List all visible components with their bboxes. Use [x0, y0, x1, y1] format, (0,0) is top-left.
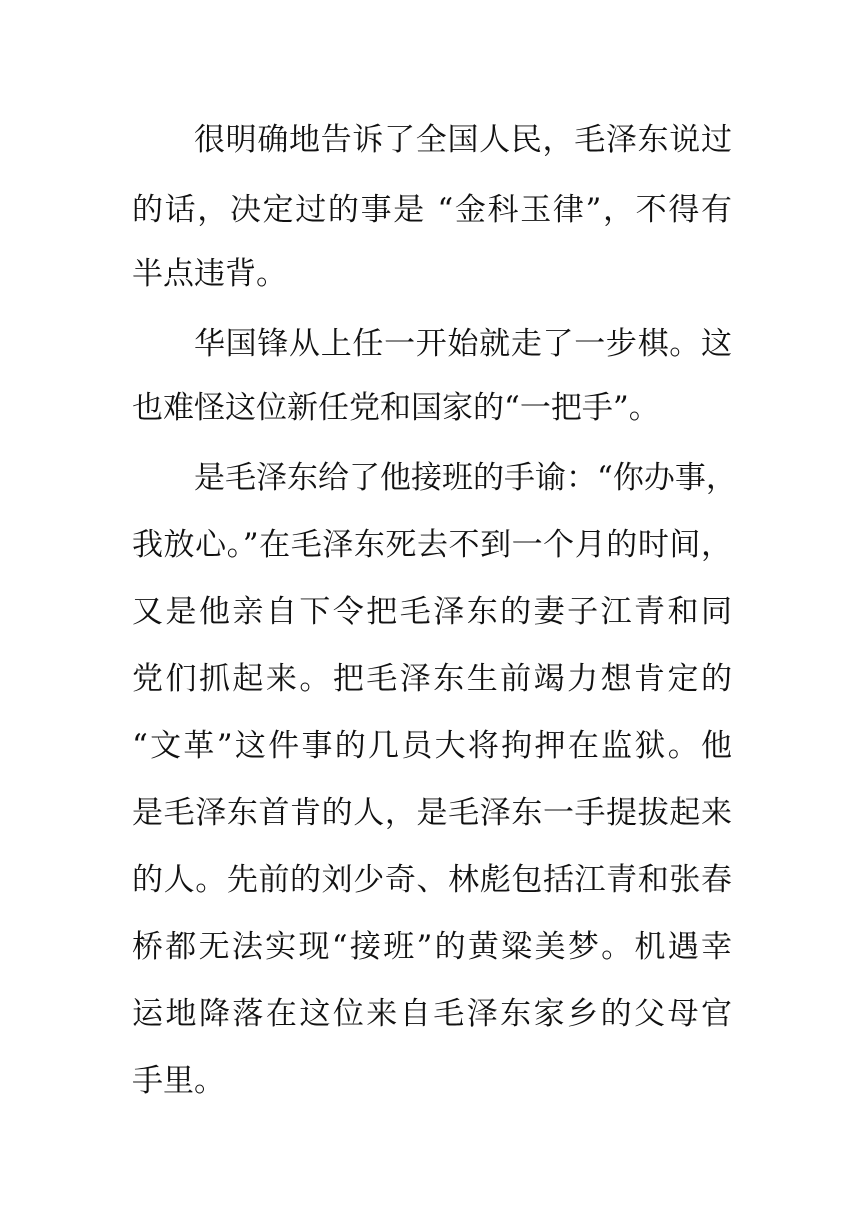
paragraph-3-line-1: 是毛泽东给了他接班的手谕：“你办事，: [194, 460, 737, 496]
paragraph-3-line-10: 手里。: [132, 1063, 225, 1099]
paragraph-1-line-2: 的话，决定过的事是 “金科玉律”，不得有: [132, 192, 732, 228]
paragraph-3-line-9: 运地降落在这位来自毛泽东家乡的父母官: [132, 996, 732, 1032]
paragraph-1-line-1: 很明确地告诉了全国人民，毛泽东说过: [194, 122, 732, 158]
paragraph-2-line-1: 华国锋从上任一开始就走了一步棋。这: [194, 326, 732, 362]
paragraph-2-line-2: 也难怪这位新任党和国家的“一把手”。: [132, 390, 660, 426]
paragraph-1-line-3: 半点违背。: [132, 256, 287, 292]
paragraph-3-line-2: 我放心。”在毛泽东死去不到一个月的时间，: [132, 527, 732, 563]
paragraph-3-line-4: 党们抓起来。把毛泽东生前竭力想肯定的: [132, 661, 732, 697]
paragraph-3-line-5: “文革”这件事的几员大将拘押在监狱。他: [132, 728, 732, 764]
paragraph-3-line-7: 的人。先前的刘少奇、林彪包括江青和张春: [132, 862, 732, 898]
paragraph-3-line-3: 又是他亲自下令把毛泽东的妻子江青和同: [132, 594, 732, 630]
paragraph-3-line-8: 桥都无法实现“接班”的黄粱美梦。机遇幸: [132, 929, 732, 965]
paragraph-3-line-6: 是毛泽东首肯的人，是毛泽东一手提拔起来: [132, 795, 732, 831]
